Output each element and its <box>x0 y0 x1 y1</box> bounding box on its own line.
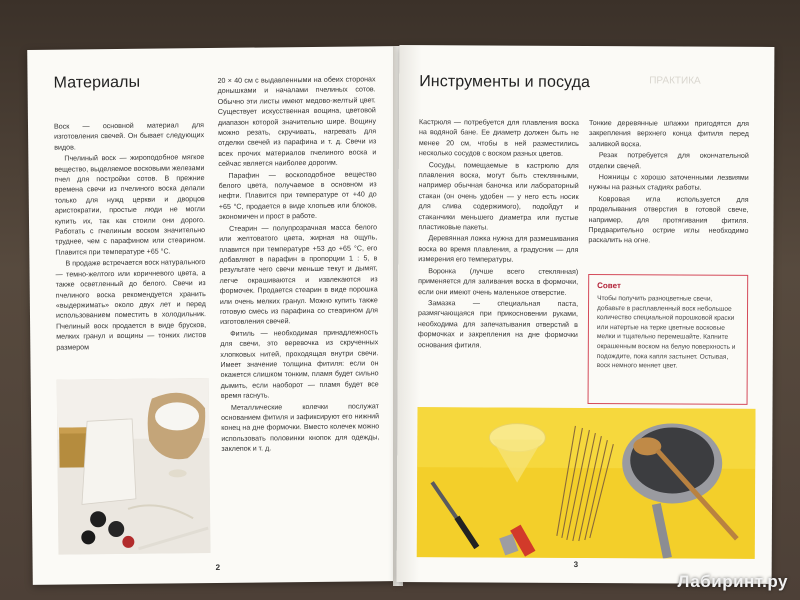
paragraph: Металлические колечки послужат основанием фитиля и зафиксируют его нижний конец на дне формочки. Вместо колечек можно использовать половинки кнопок для одежды, заклепок и т. д. <box>221 401 380 454</box>
text-column-right-2 <box>588 118 749 248</box>
paragraph: Ножницы с хорошо заточенными лезвиями нужны на разных стадиях работы. <box>588 173 749 193</box>
paragraph: Замазка — специальная паста, размягчающаяся при прикосновении руками, необходима для запечатывания отверстий в формочках и закрепления на дне формочки основания фитиля. <box>417 299 579 349</box>
right-page <box>397 45 775 584</box>
text-column-right-1 <box>418 117 579 352</box>
paragraph: Деревянная ложка нужна для размешивания воска во время плавления, а градусник — для измерения его температуры. <box>418 234 579 264</box>
paragraph: Сосуды, помещаемые в кастрюлю для плавления воска, могут быть стеклянными, например обычная баночка или лабораторный стакан (он очень удобен — у него есть носик для слива содержимого), подойдут и стаканчики меньшего диаметра или пустые пластиковые пакеты. <box>418 160 579 232</box>
page-title: Инструменты и посуда <box>419 73 591 92</box>
paragraph: Парафин — воскоподобное вещество белого цвета, получаемое в основном из нефти. Плавится при температуре от +40 до +65 °С, продается в виде хлопьев или блоков, экономичен и прост в работе. <box>218 169 377 222</box>
materials-illustration <box>57 378 211 555</box>
tip-box <box>588 274 749 405</box>
paragraph: 20 × 40 см с выдавленными на обеих сторонах донышками и началами пчелиных сотов. Обычно эти листы имеют медово-желтый цвет. Существует искусственная вощина, цветовой диапазон которой значительно шире. Вощину можно резать, скручивать, нагревать для отделки свечей из парафина и т. д. Свечи из всех прочих материалов пчелиного воска и сейчас является наиболее дорогим. <box>217 75 377 169</box>
page-number: 3 <box>573 559 579 569</box>
watermark-logo: Лабиринт.ру <box>677 572 788 591</box>
paragraph: Воронка (лучше всего стеклянная) применяется для заливания воска в формочки, если они имеют очень маленькое отверстие. <box>418 266 579 297</box>
tools-photo <box>417 407 756 559</box>
paragraph: Пчелиный воск — жироподобное мягкое вещество, выделяемое восковыми железами пчел для постройки сотов. В прежние времена свечи из пчелиного воска делали только для нужд церкви и дворцов аристократии, простые люди не могли купить их, так как стоили они дорого. Работать с пчелиным воском значительно труднее, чем с парафином или стеарином. Плавится при температуре +65 °С. <box>54 153 206 257</box>
paragraph: В продаже встречается воск натурального — темно-желтого или коричневого цвета, а также осветленный до белого. Свечи из пчелиного воска рекомендуется хранить «выдержимать» около двух лет и перед использованием поместить в холодильник. Пчелиный воск продается в виде брусков, мелких гранул и вощины — тонких листов размером <box>55 258 207 352</box>
paragraph: Фитиль — необходимая принадлежность для свечи, это веревочка из скрученных хлопковых нитей, проходящая внутри свечи. Имеет значение толщина фитиля: если он окажется слишком тонким, пламя будет сильно дымить, если наоборот — пламя будет все время гаснуть. <box>220 328 379 401</box>
paragraph: Стеарин — полупрозрачная масса белого или желтоватого цвета, жирная на ощупь, плавится при температуре +53 до +65 °С, его добавляют в парафин в пропорции 1 : 5, в результате чего свечи меньше текут и дымят, легче окрашиваются и извлекаются из формочек. Продается стеарин в виде порошка или очень мелких гранул. Можно купить также готовую смесь из парафина со стеарином для изготовления свечей. <box>219 222 378 327</box>
paragraph: Резак потребуется для окончательной отделки свечей. <box>588 151 749 170</box>
materials-photo <box>57 378 211 555</box>
paragraph: Воск — основной материал для изготовления свечей. Он бывает следующих видов. <box>53 121 205 152</box>
paragraph: Тонкие деревянные шпажки пригодятся для закрепления верхнего конца фитиля перед заливкой воска. <box>588 119 750 149</box>
page-title: Материалы <box>53 73 141 92</box>
paragraph: Ковровая игла используется для проделывания отверстия в готовой свече, например, для протягивания фитиля. Предварительно острие иглы необходимо раскалить на огне. <box>588 194 749 245</box>
tip-text: Чтобы получить разноцветные свечи, добавьте в расплавленный воск небольшое количество специальной порошковой краски или натертые на терке цветные восковые мелки и тщательно перемешайте. Капните окрашенным воском на белую поверхность и подождите, пока капля застынет. Остывая, воск немного меняет цвет. <box>596 295 736 370</box>
tools-illustration <box>417 407 756 559</box>
left-page <box>27 46 401 585</box>
page-number: 2 <box>215 562 221 572</box>
text-column-left-2 <box>217 74 379 455</box>
tip-title: Совет <box>597 281 621 291</box>
paragraph: Кастрюля — потребуется для плавления воска на водяной бане. Ее диаметр должен быть не менее 20 см, чтобы в ней разместились несколько сосудов с воском разных цветов. <box>418 118 580 159</box>
ghost-running-head: ПРАКТИКА <box>649 75 701 87</box>
text-column-left-1 <box>54 120 206 353</box>
